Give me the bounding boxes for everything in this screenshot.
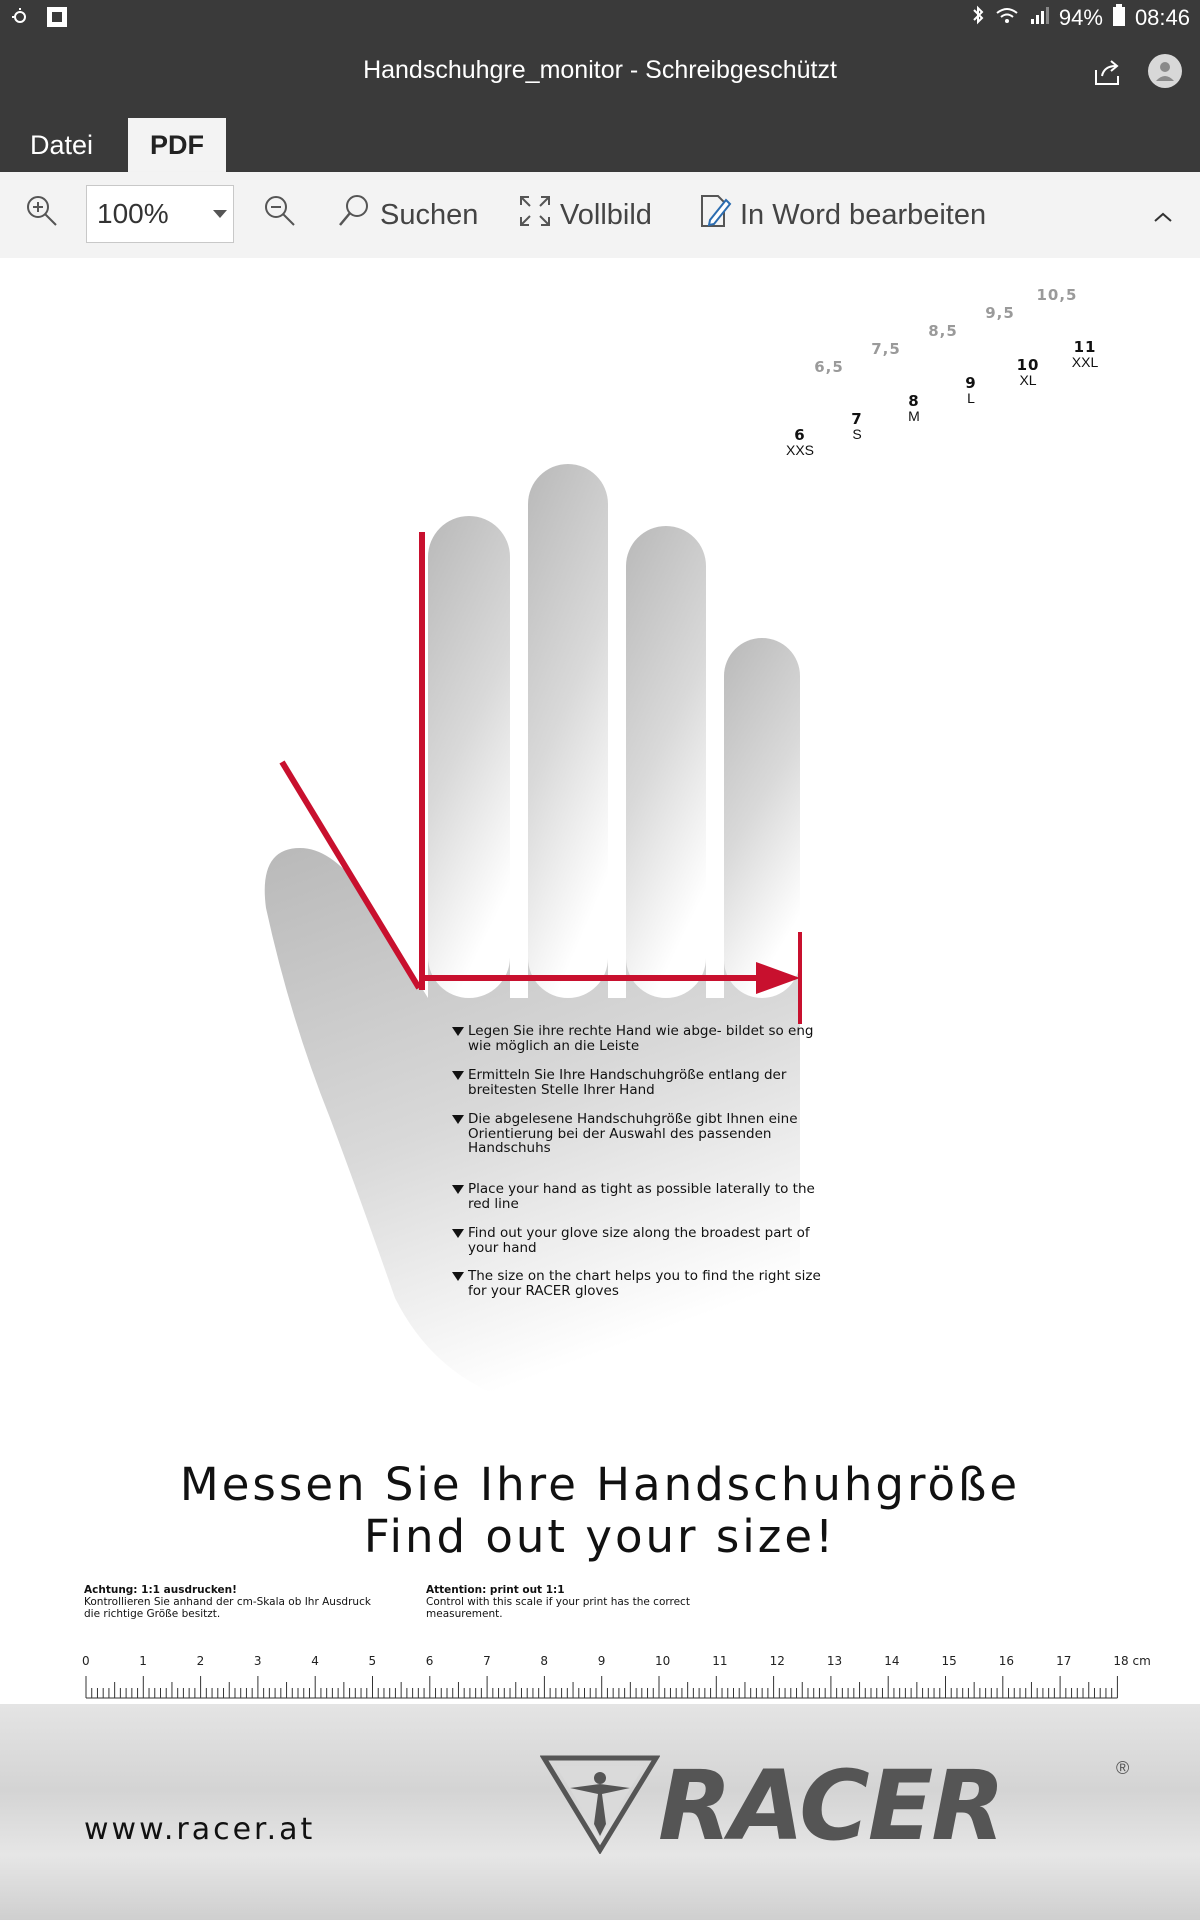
instruction-item: The size on the chart helps you to find the right size for your RACER gloves xyxy=(452,1269,828,1298)
instruction-item: Legen Sie ihre rechte Hand wie abge- bildet so eng wie möglich an die Leiste xyxy=(452,1024,828,1053)
size-number: 9 xyxy=(965,374,977,392)
print-note-en-title: Attention: print out 1:1 xyxy=(426,1584,565,1596)
ruler-label: 4 xyxy=(311,1654,319,1668)
size-letter: XXL xyxy=(1071,354,1099,370)
racer-logo-emblem-icon xyxy=(540,1754,660,1854)
edit-in-word-label: In Word bearbeiten xyxy=(740,198,987,231)
app-notification-icon xyxy=(46,6,68,33)
document-title: Handschuhgre_monitor - Schreibgeschützt xyxy=(363,56,837,84)
battery-icon xyxy=(1113,4,1125,32)
ruler-label: 17 xyxy=(1056,1654,1072,1668)
cm-ruler xyxy=(86,1676,1117,1698)
avatar[interactable] xyxy=(1148,54,1182,88)
ruler-label: 8 xyxy=(540,1654,549,1668)
tab-pdf[interactable]: PDF xyxy=(128,118,226,172)
ruler-label: 7 xyxy=(483,1654,491,1668)
size-letter: S xyxy=(852,426,862,442)
search-label: Suchen xyxy=(380,198,479,231)
ruler-label: 14 xyxy=(884,1654,900,1668)
edit-in-word-button[interactable] xyxy=(698,172,986,258)
ruler-label: 12 xyxy=(769,1654,785,1668)
collapse-ribbon-button[interactable] xyxy=(1152,172,1174,258)
battery-text: 94% xyxy=(1058,5,1103,30)
ruler-label: 16 xyxy=(998,1654,1015,1668)
size-letter: L xyxy=(967,390,975,406)
finger-middle xyxy=(528,464,608,998)
size-number: 8 xyxy=(908,392,920,410)
print-note-de-title: Achtung: 1:1 ausdrucken! xyxy=(84,1584,237,1596)
finger-little xyxy=(724,638,800,998)
size-letter: M xyxy=(908,408,920,424)
share-icon[interactable] xyxy=(1092,58,1124,91)
fullscreen-label: Vollbild xyxy=(560,198,652,231)
ruler-label: 10 xyxy=(655,1654,671,1668)
chevron-down-icon xyxy=(213,210,227,218)
zoom-in-icon xyxy=(24,193,60,237)
size-letter: XL xyxy=(1019,372,1037,388)
print-note-de-text: Kontrollieren Sie anhand der cm-Skala ob Ihr Ausdruck die richtige Größe besitzt. xyxy=(84,1596,371,1620)
ruler-label: 3 xyxy=(253,1654,262,1668)
half-size-label: 10,5 xyxy=(1036,286,1078,304)
tab-bar xyxy=(0,108,1200,172)
title-bar xyxy=(0,36,1200,108)
instruction-item: Ermitteln Sie Ihre Handschuhgröße entlang der breitesten Stelle Ihrer Hand xyxy=(452,1068,828,1097)
print-note-en-text: Control with this scale if your print has the correct measurement. xyxy=(426,1596,690,1620)
half-size-label: 6,5 xyxy=(814,358,844,376)
bluetooth-icon xyxy=(971,4,985,32)
tab-datei[interactable]: Datei xyxy=(30,130,94,160)
clock: 08:46 xyxy=(1134,5,1190,30)
search-icon xyxy=(336,193,372,237)
zoom-value: 100% xyxy=(97,198,169,229)
finger-index xyxy=(428,516,510,998)
website-url: www.racer.at xyxy=(84,1812,316,1847)
ruler-label: 13 xyxy=(826,1654,843,1668)
headline-de: Messen Sie Ihre Handschuhgröße xyxy=(179,1458,1021,1511)
print-note-de xyxy=(84,1584,384,1620)
half-size-label: 7,5 xyxy=(871,340,901,358)
size-number: 7 xyxy=(851,410,863,428)
ruler-label: 5 xyxy=(368,1654,377,1668)
edit-document-icon xyxy=(698,192,732,238)
size-number: 6 xyxy=(794,426,806,444)
finger-ring xyxy=(626,526,706,998)
ruler-label: 2 xyxy=(196,1654,205,1668)
status-bar xyxy=(0,0,1200,36)
pdf-page xyxy=(0,258,1200,1920)
ruler-label: 0 xyxy=(82,1654,90,1668)
instruction-item: Find out your glove size along the broadest part of your hand xyxy=(452,1226,828,1255)
ruler-label: 11 xyxy=(712,1654,728,1668)
ruler-label: 18 cm xyxy=(1113,1654,1151,1668)
weather-icon xyxy=(10,7,34,32)
wifi-icon xyxy=(995,5,1019,31)
ruler-label: 6 xyxy=(425,1654,434,1668)
search-button[interactable] xyxy=(336,172,478,258)
ruler-label: 9 xyxy=(597,1654,606,1668)
ruler-label: 15 xyxy=(941,1654,957,1668)
zoom-in-button[interactable] xyxy=(24,172,60,258)
size-number: 10 xyxy=(1016,356,1040,374)
fullscreen-icon xyxy=(518,194,552,236)
instruction-item: Die abgelesene Handschuhgröße gibt Ihnen eine Orientierung bei der Auswahl des passenden Handschuhs xyxy=(452,1112,828,1156)
fullscreen-button[interactable] xyxy=(518,172,652,258)
zoom-out-icon xyxy=(262,193,298,237)
toolbar xyxy=(0,172,1200,259)
instruction-item: Place your hand as tight as possible laterally to the red line xyxy=(452,1182,828,1211)
headline-en: Find out your size! xyxy=(363,1510,837,1563)
size-letter: XXS xyxy=(785,442,814,458)
zoom-out-button[interactable] xyxy=(262,172,298,258)
registered-mark: ® xyxy=(1116,1758,1130,1778)
half-size-label: 9,5 xyxy=(985,304,1015,322)
half-size-label: 8,5 xyxy=(928,322,958,340)
brand-logo: RACER xyxy=(658,1750,1004,1862)
print-note-en xyxy=(426,1584,726,1620)
signal-icon xyxy=(1029,5,1049,31)
zoom-select[interactable] xyxy=(86,185,234,243)
size-number: 11 xyxy=(1073,338,1097,356)
chevron-up-icon xyxy=(1152,199,1174,232)
ruler-label: 1 xyxy=(139,1654,147,1668)
